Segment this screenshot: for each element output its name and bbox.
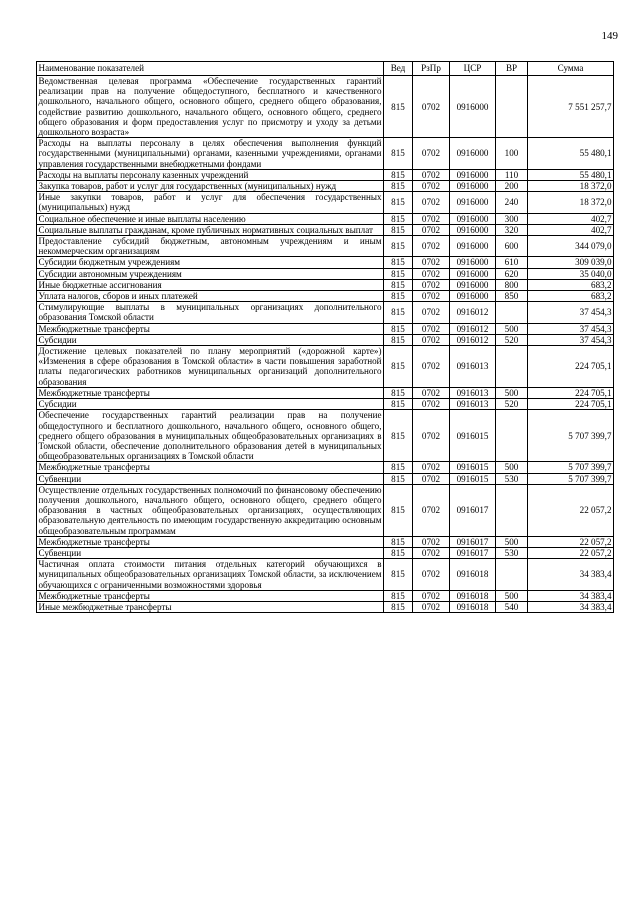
table-row: [37, 236, 614, 257]
row-ved: 815: [384, 302, 413, 323]
row-csr: 0916000: [450, 236, 496, 257]
row-vr: 100: [496, 138, 528, 170]
row-name: Межбюджетные трансферты: [37, 323, 384, 334]
row-csr: 0916018: [450, 601, 496, 612]
row-sum: 309 039,0: [528, 257, 614, 268]
row-vr: [496, 484, 528, 536]
table-body: [37, 76, 614, 613]
row-name: Иные закупки товаров, работ и услуг для обеспечения государственных (муниципальных) нужд: [38, 192, 382, 213]
row-sum: 37 454,3: [528, 334, 614, 345]
row-name: Социальное обеспечение и иные выплаты населению: [37, 213, 384, 224]
row-rzpr: 0702: [413, 462, 450, 473]
row-rzpr: 0702: [413, 76, 450, 138]
table-row: [37, 536, 614, 547]
row-sum: 224 705,1: [528, 387, 614, 398]
row-name: Межбюджетные трансферты: [37, 387, 384, 398]
row-rzpr: 0702: [413, 169, 450, 180]
row-ved: 815: [384, 559, 413, 591]
row-sum: 402,7: [528, 224, 614, 235]
row-sum: 34 383,4: [528, 559, 614, 591]
header-row: [37, 62, 614, 76]
table-row: [37, 334, 614, 345]
table-row: [37, 323, 614, 334]
row-name: Межбюджетные трансферты: [37, 462, 384, 473]
row-rzpr: 0702: [413, 387, 450, 398]
row-name: Субсидии бюджетным учреждениям: [37, 257, 384, 268]
row-csr: 0916015: [450, 410, 496, 462]
row-csr: 0916000: [450, 213, 496, 224]
row-ved: 815: [384, 291, 413, 302]
row-rzpr: 0702: [413, 536, 450, 547]
page-number: 149: [601, 30, 618, 42]
table-row: [37, 138, 614, 170]
row-name: Обеспечение государственных гарантий реализации прав на получение общедоступного и бесплатного дошкольного, начального общего, основного общего, среднего общего образования в муниципальных общеобразовательных организациях в Томской области, обеспечение дополнительного образования детей в муниципальных общеобразовательных организациях в Томской области: [38, 410, 382, 462]
row-rzpr: 0702: [413, 291, 450, 302]
row-sum: 35 040,0: [528, 268, 614, 279]
row-name: Предоставление субсидий бюджетным, автономным учреждениям и иным некоммерческим организациям: [38, 236, 382, 257]
row-rzpr: 0702: [413, 268, 450, 279]
row-vr: 530: [496, 547, 528, 558]
row-csr: 0916000: [450, 181, 496, 192]
row-ved: 815: [384, 257, 413, 268]
row-ved: 815: [384, 399, 413, 410]
row-vr: 610: [496, 257, 528, 268]
row-csr: 0916000: [450, 138, 496, 170]
table-row: [37, 590, 614, 601]
row-vr: 200: [496, 181, 528, 192]
row-sum: 344 079,0: [528, 236, 614, 257]
table-row: [37, 268, 614, 279]
row-sum: 683,2: [528, 279, 614, 290]
row-csr: 0916000: [450, 279, 496, 290]
table-row: [37, 181, 614, 192]
row-vr: 800: [496, 279, 528, 290]
header-sum: Сумма: [528, 62, 614, 76]
row-ved: 815: [384, 323, 413, 334]
row-name: Иные межбюджетные трансферты: [37, 601, 384, 612]
row-vr: 320: [496, 224, 528, 235]
row-csr: 0916017: [450, 547, 496, 558]
table-row: [37, 291, 614, 302]
row-csr: 0916015: [450, 462, 496, 473]
row-name: Стимулирующие выплаты в муниципальных организациях дополнительного образования Томской области: [38, 302, 382, 323]
row-rzpr: 0702: [413, 334, 450, 345]
table-row: [37, 410, 614, 462]
row-sum: 224 705,1: [528, 399, 614, 410]
row-ved: 815: [384, 213, 413, 224]
header-rzpr: РзПр: [413, 62, 450, 76]
table-row: [37, 224, 614, 235]
row-csr: 0916013: [450, 399, 496, 410]
row-vr: 500: [496, 387, 528, 398]
row-rzpr: 0702: [413, 213, 450, 224]
row-ved: 815: [384, 224, 413, 235]
row-csr: 0916017: [450, 484, 496, 536]
row-vr: 540: [496, 601, 528, 612]
row-name: Субвенции: [37, 473, 384, 484]
row-rzpr: 0702: [413, 181, 450, 192]
row-csr: 0916012: [450, 302, 496, 323]
row-name: Частичная оплата стоимости питания отдельных категорий обучающихся в муниципальных общеобразовательных организациях Томской области, за исключением обучающихся с ограниченными возможностями здоровья: [38, 559, 382, 590]
row-vr: 110: [496, 169, 528, 180]
row-sum: 5 707 399,7: [528, 410, 614, 462]
table-row: [37, 169, 614, 180]
row-name: Субсидии: [37, 399, 384, 410]
row-sum: 683,2: [528, 291, 614, 302]
row-csr: 0916013: [450, 346, 496, 388]
row-name: Субсидии: [37, 334, 384, 345]
row-rzpr: 0702: [413, 192, 450, 213]
row-csr: 0916012: [450, 334, 496, 345]
row-rzpr: 0702: [413, 236, 450, 257]
table-row: [37, 547, 614, 558]
row-vr: 500: [496, 536, 528, 547]
row-csr: 0916000: [450, 268, 496, 279]
table-row: [37, 601, 614, 612]
table-row: [37, 473, 614, 484]
table-row: [37, 346, 614, 388]
row-sum: 37 454,3: [528, 302, 614, 323]
row-rzpr: 0702: [413, 601, 450, 612]
row-rzpr: 0702: [413, 257, 450, 268]
row-sum: 55 480,1: [528, 138, 614, 170]
table-row: [37, 399, 614, 410]
row-csr: 0916000: [450, 169, 496, 180]
row-csr: 0916000: [450, 291, 496, 302]
row-csr: 0916000: [450, 224, 496, 235]
row-name: Субсидии автономным учреждениям: [37, 268, 384, 279]
row-sum: 7 551 257,7: [528, 76, 614, 138]
row-sum: 5 707 399,7: [528, 473, 614, 484]
table-row: [37, 462, 614, 473]
row-rzpr: 0702: [413, 590, 450, 601]
row-rzpr: 0702: [413, 302, 450, 323]
row-rzpr: 0702: [413, 346, 450, 388]
row-sum: 224 705,1: [528, 346, 614, 388]
row-name: Уплата налогов, сборов и иных платежей: [37, 291, 384, 302]
row-sum: 22 057,2: [528, 484, 614, 536]
row-ved: 815: [384, 410, 413, 462]
row-ved: 815: [384, 462, 413, 473]
row-csr: 0916012: [450, 323, 496, 334]
row-rzpr: 0702: [413, 484, 450, 536]
header-ved: Вед: [384, 62, 413, 76]
row-vr: [496, 346, 528, 388]
header-name: Наименование показателей: [37, 62, 384, 76]
row-csr: 0916018: [450, 559, 496, 591]
row-ved: 815: [384, 346, 413, 388]
row-rzpr: 0702: [413, 410, 450, 462]
row-sum: 34 383,4: [528, 601, 614, 612]
table-row: [37, 387, 614, 398]
row-ved: 815: [384, 76, 413, 138]
row-name: Межбюджетные трансферты: [37, 536, 384, 547]
row-ved: 815: [384, 236, 413, 257]
row-name: Ведомственная целевая программа «Обеспечение государственных гарантий реализации прав на получение общедоступного, бесплатного и качественного дошкольного, начального общего, основного общего, среднего общего образования, содействие развитию дошкольного, начального общего, основного общего, среднего общего образования и форм предоставления услуг по присмотру и уходу за детьми дошкольного возраста»: [38, 76, 382, 138]
row-ved: 815: [384, 334, 413, 345]
row-vr: 300: [496, 213, 528, 224]
row-rzpr: 0702: [413, 323, 450, 334]
row-sum: 18 372,0: [528, 192, 614, 213]
row-vr: 240: [496, 192, 528, 213]
row-vr: 500: [496, 462, 528, 473]
row-ved: 815: [384, 181, 413, 192]
table-row: [37, 76, 614, 138]
row-csr: 0916017: [450, 536, 496, 547]
row-ved: 815: [384, 536, 413, 547]
row-vr: [496, 302, 528, 323]
row-sum: 22 057,2: [528, 547, 614, 558]
header-csr: ЦСР: [450, 62, 496, 76]
table-row: [37, 257, 614, 268]
row-sum: 18 372,0: [528, 181, 614, 192]
row-name: Закупка товаров, работ и услуг для государственных (муниципальных) нужд: [37, 181, 384, 192]
row-rzpr: 0702: [413, 547, 450, 558]
row-name: Расходы на выплаты персоналу казенных учреждений: [37, 169, 384, 180]
row-sum: 37 454,3: [528, 323, 614, 334]
row-csr: 0916000: [450, 76, 496, 138]
row-ved: 815: [384, 138, 413, 170]
row-sum: 402,7: [528, 213, 614, 224]
row-rzpr: 0702: [413, 399, 450, 410]
row-rzpr: 0702: [413, 224, 450, 235]
row-vr: 620: [496, 268, 528, 279]
row-vr: 500: [496, 590, 528, 601]
table-row: [37, 279, 614, 290]
row-csr: 0916015: [450, 473, 496, 484]
table-row: [37, 559, 614, 591]
row-sum: 55 480,1: [528, 169, 614, 180]
row-rzpr: 0702: [413, 473, 450, 484]
budget-table: [36, 61, 614, 613]
row-vr: 530: [496, 473, 528, 484]
row-ved: 815: [384, 484, 413, 536]
row-vr: [496, 410, 528, 462]
row-ved: 815: [384, 169, 413, 180]
row-vr: 600: [496, 236, 528, 257]
row-vr: 850: [496, 291, 528, 302]
row-sum: 5 707 399,7: [528, 462, 614, 473]
row-name: Осуществление отдельных государственных полномочий по финансовому обеспечению получения дошкольного, начального общего, основного общего, среднего общего образования в частных общеобразовательных организациях, осуществляющих образовательную деятельность по имеющим государственную аккредитацию основным общеобразовательным программам: [38, 484, 382, 536]
row-name: Достижение целевых показателей по плану мероприятий («дорожной карте») «Изменения в сфере образования в Томской области» в части повышения заработной платы педагогических работников муниципальных организаций дополнительного образования: [38, 346, 382, 387]
row-rzpr: 0702: [413, 138, 450, 170]
row-vr: 520: [496, 399, 528, 410]
row-ved: 815: [384, 473, 413, 484]
row-ved: 815: [384, 387, 413, 398]
table-row: [37, 484, 614, 536]
table-header: [37, 62, 614, 76]
row-vr: 500: [496, 323, 528, 334]
row-ved: 815: [384, 547, 413, 558]
row-ved: 815: [384, 268, 413, 279]
row-rzpr: 0702: [413, 559, 450, 591]
row-rzpr: 0702: [413, 279, 450, 290]
table-row: [37, 213, 614, 224]
row-ved: 815: [384, 279, 413, 290]
table-row: [37, 302, 614, 323]
row-vr: [496, 559, 528, 591]
row-csr: 0916000: [450, 192, 496, 213]
table-row: [37, 192, 614, 213]
row-name: Социальные выплаты гражданам, кроме публичных нормативных социальных выплат: [37, 224, 384, 235]
row-vr: 520: [496, 334, 528, 345]
row-csr: 0916013: [450, 387, 496, 398]
row-sum: 34 383,4: [528, 590, 614, 601]
row-vr: [496, 76, 528, 138]
row-name: Иные бюджетные ассигнования: [37, 279, 384, 290]
row-ved: 815: [384, 192, 413, 213]
row-name: Межбюджетные трансферты: [37, 590, 384, 601]
row-csr: 0916000: [450, 257, 496, 268]
row-ved: 815: [384, 590, 413, 601]
row-csr: 0916018: [450, 590, 496, 601]
row-name: Расходы на выплаты персоналу в целях обеспечения выполнения функций государственными (муниципальными) органами, казенными учреждениями, органами управления государственными внебюджетными фондами: [38, 138, 382, 169]
row-name: Субвенции: [37, 547, 384, 558]
header-vr: ВР: [496, 62, 528, 76]
row-sum: 22 057,2: [528, 536, 614, 547]
row-ved: 815: [384, 601, 413, 612]
